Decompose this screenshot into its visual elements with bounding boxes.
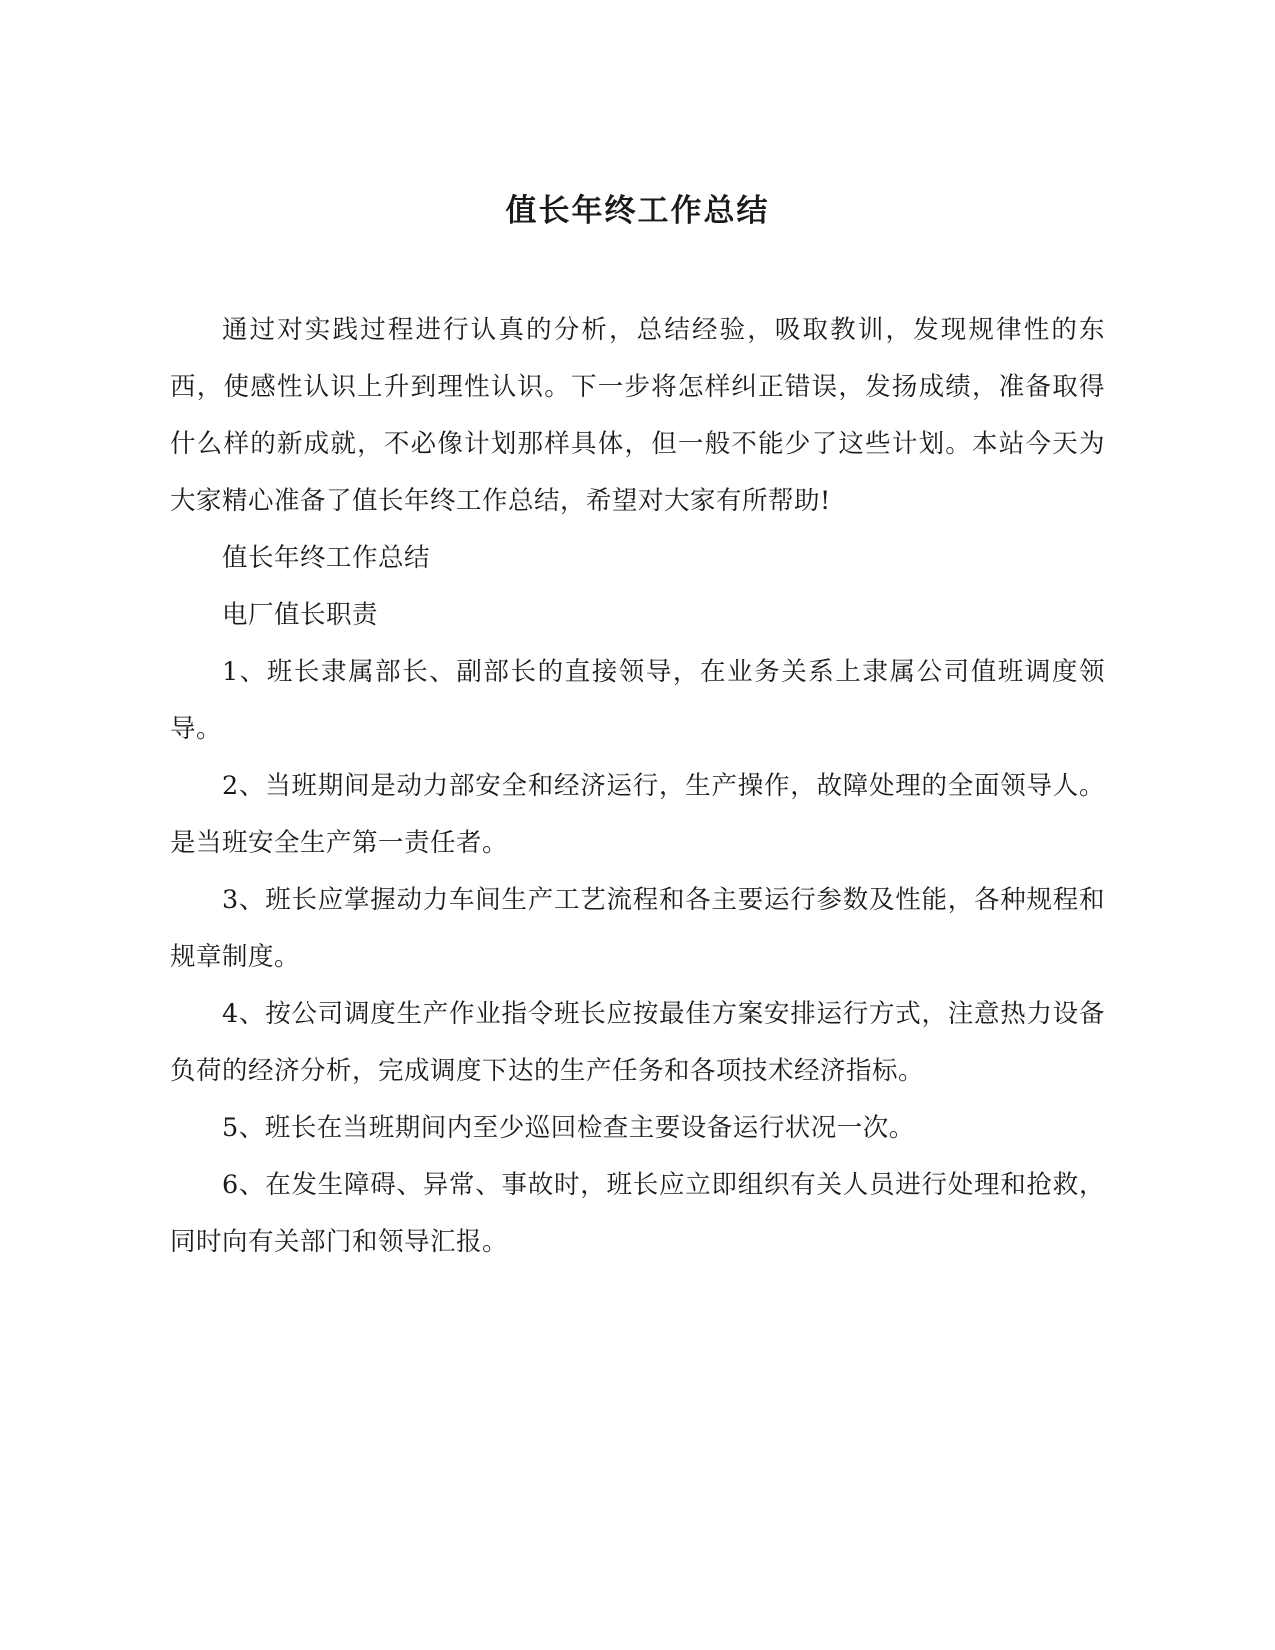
page-title: 值长年终工作总结 <box>505 193 770 229</box>
paragraph-item-1: 1、班长隶属部长、副部长的直接领导，在业务关系上隶属公司值班调度领导。 <box>170 657 1105 744</box>
paragraph-item-2: 2、当班期间是动力部安全和经济运行，生产操作，故障处理的全面领导人。是当班安全生产第一责任者。 <box>170 771 1105 858</box>
paragraph-intro: 通过对实践过程进行认真的分析，总结经验，吸取教训，发现规律性的东西，使感性认识上升到理性认识。下一步将怎样纠正错误，发扬成绩，准备取得什么样的新成就，不必像计划那样具体，但一般不能少了这些计划。本站今天为大家精心准备了值长年终工作总结，希望对大家有所帮助! <box>170 315 1105 516</box>
paragraph-item-5: 5、班长在当班期间内至少巡回检查主要设备运行状况一次。 <box>222 1113 915 1143</box>
paragraph-item-6: 6、在发生障碍、异常、事故时，班长应立即组织有关人员进行处理和抢救，同时向有关部门和领导汇报。 <box>170 1170 1105 1257</box>
paragraph-item-3: 3、班长应掌握动力车间生产工艺流程和各主要运行参数及性能，各种规程和规章制度。 <box>170 885 1105 972</box>
paragraph-heading-duties: 电厂值长职责 <box>222 600 379 630</box>
paragraph-item-4: 4、按公司调度生产作业指令班长应按最佳方案安排运行方式，注意热力设备负荷的经济分析，完成调度下达的生产任务和各项技术经济指标。 <box>170 999 1105 1086</box>
paragraph-heading-summary: 值长年终工作总结 <box>222 543 431 573</box>
